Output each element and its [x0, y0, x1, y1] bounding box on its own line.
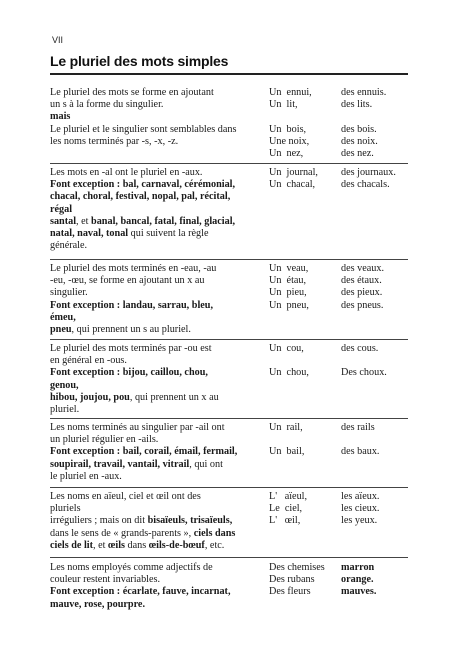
- rule-line: [50, 380, 268, 392]
- example-row: [269, 111, 409, 123]
- page-title: Le pluriel des mots simples: [50, 53, 229, 69]
- example-plural: des étaux.: [341, 275, 382, 287]
- example-row: [269, 343, 409, 355]
- section-divider: [50, 487, 408, 488]
- examples-column: [269, 422, 409, 459]
- rule-line: [50, 287, 268, 299]
- section-divider: [50, 557, 408, 558]
- rule-text-segment: générale.: [50, 240, 88, 252]
- title-rule: [50, 73, 408, 75]
- example-row: [269, 99, 409, 111]
- example-row: [269, 422, 409, 434]
- rule-line: [50, 574, 268, 586]
- example-row: [269, 275, 409, 287]
- rule-line: [50, 367, 268, 379]
- example-plural: les cieux.: [341, 503, 380, 515]
- example-row: [269, 562, 409, 574]
- example-row: [269, 446, 409, 458]
- example-row: [269, 263, 409, 275]
- rule-line: [50, 111, 268, 123]
- rule-text-segment: pluriels: [50, 503, 81, 515]
- rule-text-segment: Le pluriel des mots terminés en -eau, -au: [50, 263, 217, 274]
- rule-text-segment: pluriel.: [50, 403, 80, 415]
- rule-text-segment: Les noms terminés au singulier par -ail ont: [50, 422, 225, 433]
- example-plural: des baux.: [341, 446, 380, 458]
- example-singular: L' œil,: [269, 515, 301, 527]
- rule-text-segment: un pluriel régulier en -ails.: [50, 434, 159, 446]
- rule-line: [50, 392, 268, 404]
- example-plural: des pieux.: [341, 287, 383, 299]
- example-singular: Des fleurs: [269, 586, 311, 598]
- rule-line: [50, 99, 268, 111]
- example-plural: mauves.: [341, 586, 377, 598]
- rule-text-bold: natal, naval, tonal: [50, 227, 129, 239]
- examples-column: [269, 87, 409, 160]
- rule-line: [50, 446, 268, 458]
- example-plural: Des choux.: [341, 367, 387, 379]
- rule-text-bold: santal: [50, 215, 77, 227]
- rule-text-segment: , qui prennent un s au pluriel.: [71, 323, 191, 335]
- example-plural: des cous.: [341, 343, 379, 354]
- rule-text-segment: -eu, -œu, se forme en ajoutant un x au: [50, 275, 205, 287]
- rule-line: [50, 124, 268, 136]
- rule-text: [50, 562, 268, 611]
- rule-text-segment: irréguliers ; mais on dit: [50, 515, 148, 527]
- section-divider: [50, 339, 408, 340]
- rule-text-bold: ciels de lit: [50, 539, 94, 551]
- example-plural: des journaux.: [341, 167, 396, 178]
- rule-text: [50, 422, 268, 483]
- rule-line: [50, 300, 268, 312]
- rule-line: [50, 343, 268, 355]
- example-singular: Le ciel,: [269, 503, 303, 515]
- rule-text-bold: mais: [50, 111, 71, 123]
- rule-line: [50, 422, 268, 434]
- rule-text-segment: Le pluriel des mots terminés par -ou est: [50, 343, 212, 354]
- example-singular: Un étau,: [269, 275, 307, 287]
- rule-text-segment: dans: [125, 539, 149, 551]
- examples-column: [269, 167, 409, 191]
- rule-line: [50, 167, 268, 179]
- rule-text-segment: couleur restent invariables.: [50, 574, 161, 586]
- rule-text-segment: , et: [76, 215, 92, 227]
- rule-line: [50, 324, 268, 336]
- rule-line: [50, 562, 268, 574]
- rule-text: [50, 167, 268, 252]
- rule-text-bold: ciels dans: [193, 527, 236, 539]
- rule-line: [50, 355, 268, 367]
- section-divider: [50, 418, 408, 419]
- example-row: [269, 515, 409, 527]
- example-row: [269, 434, 409, 446]
- rule-text-bold: banal, bancal, fatal, final, glacial,: [91, 215, 236, 227]
- rule-text-segment: , qui prennent un x au: [129, 391, 219, 403]
- example-row: [269, 355, 409, 367]
- example-singular: Un nez,: [269, 147, 304, 159]
- rule-line: [50, 586, 268, 598]
- rule-text-segment: Les mots en -al ont le pluriel en -aux.: [50, 167, 203, 178]
- example-plural: des bois.: [341, 123, 377, 135]
- page-number: VII: [52, 35, 64, 45]
- rule-text-segment: qui suivent la règle: [128, 227, 209, 239]
- rule-text-segment: , et: [93, 539, 109, 551]
- example-plural: des chacals.: [341, 179, 390, 191]
- example-plural: des ennuis.: [341, 87, 387, 98]
- rule-line: [50, 87, 268, 99]
- example-row: [269, 136, 409, 148]
- example-plural: des pneus.: [341, 299, 384, 311]
- examples-column: [269, 263, 409, 312]
- example-plural: les aïeux.: [341, 491, 380, 502]
- rule-text-segment: en général en -ous.: [50, 355, 127, 367]
- example-singular: Un chou,: [269, 367, 309, 379]
- example-row: [269, 367, 409, 379]
- example-row: [269, 87, 409, 99]
- rule-text: [50, 87, 268, 148]
- example-plural: des rails: [341, 422, 375, 433]
- rule-text-segment: singulier.: [50, 287, 88, 299]
- rule-text-bold: soupirail, travail, vantail, vitrail: [50, 458, 190, 470]
- examples-column: [269, 343, 409, 380]
- rule-line: [50, 228, 268, 240]
- rule-text-segment: , qui ont: [189, 458, 223, 470]
- example-row: [269, 586, 409, 598]
- rule-text-bold: œils-de-bœuf: [148, 539, 205, 551]
- example-singular: Un bail,: [269, 446, 305, 458]
- example-row: [269, 491, 409, 503]
- rule-text-bold: Font exception : landau, sarrau, bleu,: [50, 299, 214, 311]
- example-plural: les yeux.: [341, 515, 378, 527]
- rule-line: [50, 136, 268, 148]
- rule-line: [50, 312, 268, 324]
- rule-text-bold: Font exception : bal, carnaval, cérémonial,: [50, 179, 236, 191]
- rule-line: [50, 263, 268, 275]
- rule-text-bold: Font exception : écarlate, fauve, incarnat,: [50, 586, 231, 598]
- example-singular: Un pneu,: [269, 299, 309, 311]
- example-singular: Un pieu,: [269, 287, 307, 299]
- example-plural: des noix.: [341, 135, 378, 147]
- section-divider: [50, 259, 408, 260]
- example-singular: Un journal,: [269, 167, 318, 178]
- rule-line: [50, 599, 268, 611]
- rule-line: [50, 471, 268, 483]
- example-row: [269, 287, 409, 299]
- example-singular: L' aïeul,: [269, 491, 308, 502]
- examples-column: [269, 562, 409, 599]
- rule-line: [50, 404, 268, 416]
- rule-text-segment: un s à la forme du singulier.: [50, 99, 164, 111]
- example-singular: Une noix,: [269, 135, 310, 147]
- rule-line: [50, 179, 268, 191]
- rule-text-segment: les noms terminés par -s, -x, -z.: [50, 135, 179, 147]
- rule-text-bold: œils: [108, 539, 125, 551]
- rule-line: [50, 204, 268, 216]
- example-row: [269, 503, 409, 515]
- section-divider: [50, 163, 408, 164]
- rule-line: [50, 191, 268, 203]
- rule-line: [50, 459, 268, 471]
- example-singular: Un rail,: [269, 422, 303, 433]
- example-singular: Un chacal,: [269, 179, 316, 191]
- rule-text-bold: chacal, choral, festival, nopal, pal, récital,: [50, 191, 231, 203]
- example-singular: Un bois,: [269, 123, 307, 135]
- rule-line: [50, 434, 268, 446]
- rule-text: [50, 263, 268, 336]
- rule-text-bold: émeu,: [50, 311, 76, 323]
- rule-text-segment: dans le sens de « grands-parents »,: [50, 527, 194, 539]
- example-plural: des lits.: [341, 99, 373, 111]
- example-plural: marron: [341, 562, 375, 573]
- rule-text-segment: , etc.: [204, 539, 225, 551]
- rule-line: [50, 216, 268, 228]
- example-row: [269, 300, 409, 312]
- rule-text-bold: Font exception : bail, corail, émail, fermail,: [50, 446, 238, 458]
- example-singular: Un lit,: [269, 99, 298, 111]
- example-plural: orange.: [341, 574, 374, 586]
- example-singular: Un veau,: [269, 263, 309, 274]
- rule-text-bold: genou,: [50, 379, 79, 391]
- rule-line: [50, 275, 268, 287]
- examples-column: [269, 491, 409, 528]
- rule-line: [50, 515, 268, 527]
- rule-line: [50, 503, 268, 515]
- example-row: [269, 179, 409, 191]
- rule-text-segment: Les noms en aïeul, ciel et œil ont des: [50, 491, 201, 502]
- example-singular: Un ennui,: [269, 87, 312, 98]
- example-row: [269, 148, 409, 160]
- rule-text-segment: Le pluriel et le singulier sont semblables dans: [50, 123, 237, 135]
- rule-line: [50, 528, 268, 540]
- example-plural: des nez.: [341, 147, 374, 159]
- rule-line: [50, 540, 268, 552]
- rule-text-segment: Les noms employés comme adjectifs de: [50, 562, 213, 573]
- example-plural: des veaux.: [341, 263, 384, 274]
- rule-text-segment: Le pluriel des mots se forme en ajoutant: [50, 87, 214, 98]
- example-row: [269, 574, 409, 586]
- rule-text-bold: Font exception : bijou, caillou, chou,: [50, 367, 208, 379]
- example-row: [269, 167, 409, 179]
- rule-text-bold: régal: [50, 203, 73, 215]
- example-row: [269, 124, 409, 136]
- example-singular: Un cou,: [269, 343, 304, 354]
- rule-line: [50, 240, 268, 252]
- rule-text-bold: mauve, rose, pourpre.: [50, 598, 145, 610]
- rule-line: [50, 491, 268, 503]
- rule-text-bold: hibou, joujou, pou: [50, 391, 130, 403]
- rule-text: [50, 491, 268, 552]
- rule-text-bold: pneu: [50, 323, 72, 335]
- example-singular: Des chemises: [269, 562, 325, 573]
- rule-text-segment: le pluriel en -aux.: [50, 470, 122, 482]
- rule-text-bold: bisaïeuls, trisaïeuls,: [147, 515, 233, 527]
- rule-text: [50, 343, 268, 416]
- example-singular: Des rubans: [269, 574, 315, 586]
